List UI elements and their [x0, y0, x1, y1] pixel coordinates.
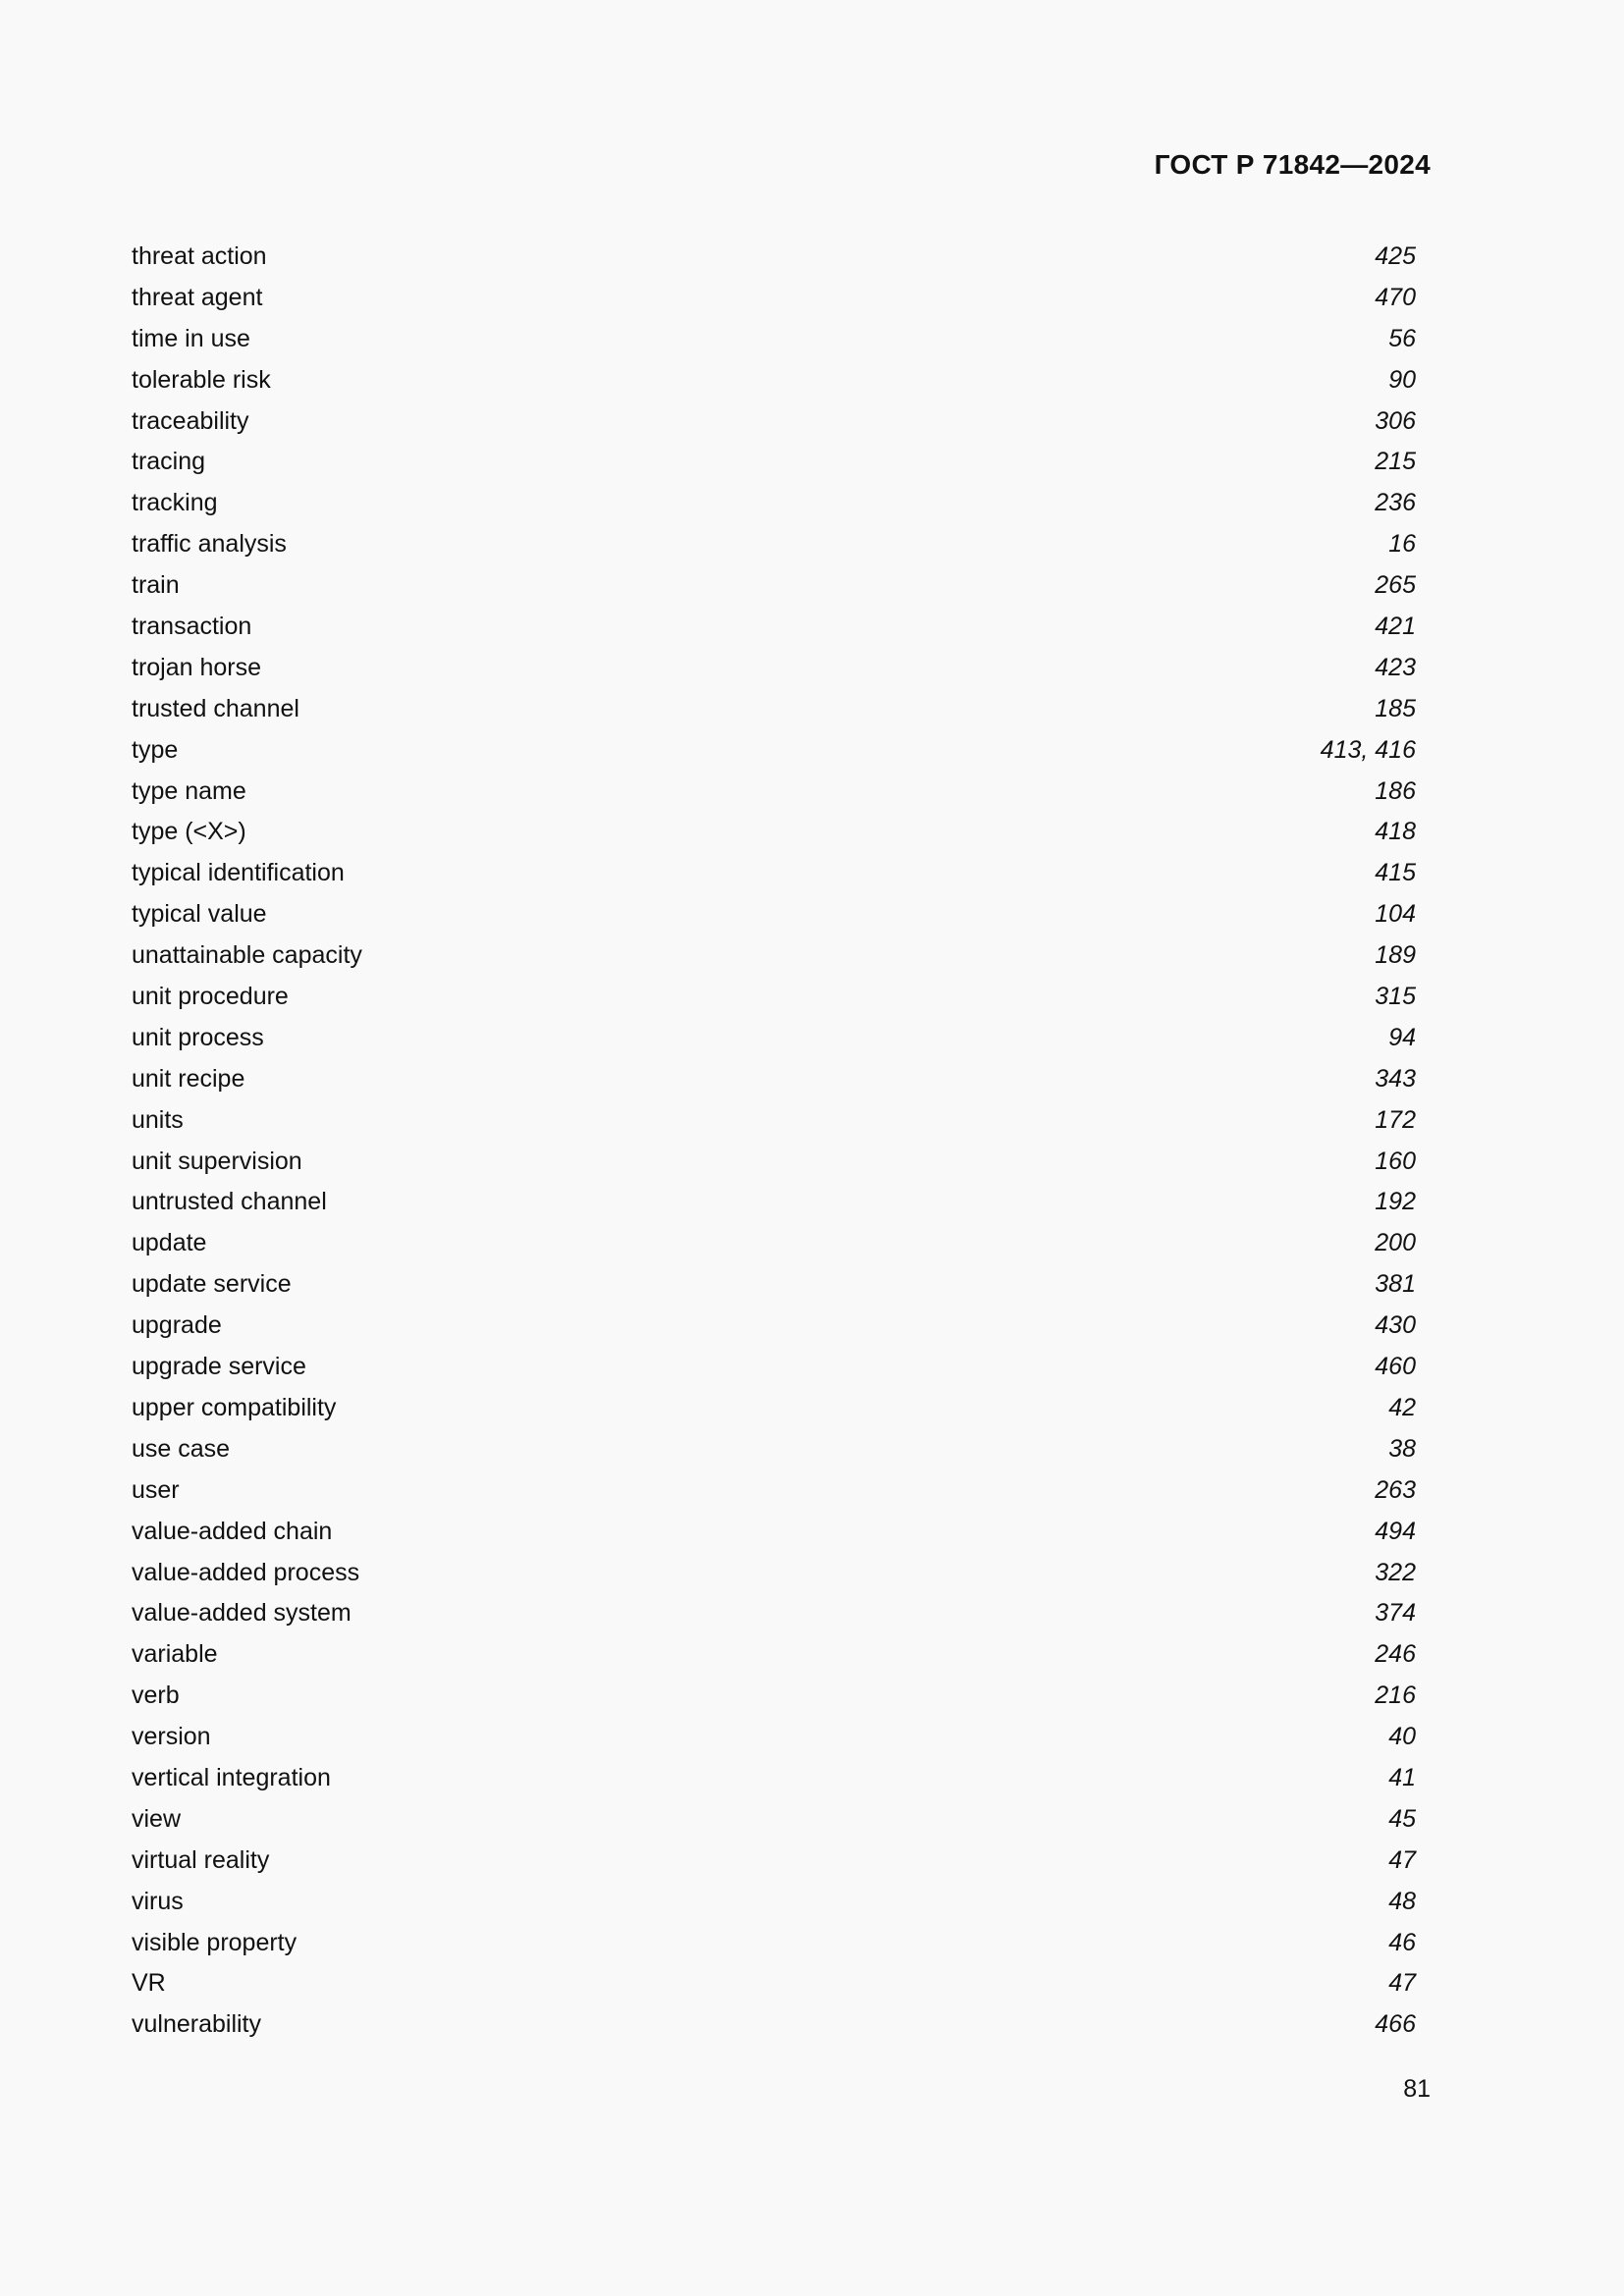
index-entry [132, 1306, 1416, 1347]
index-entry [132, 1634, 1416, 1676]
index-page-reference: 47 [1388, 1845, 1416, 1874]
index-term: update service [132, 1270, 292, 1299]
index-entry [132, 1512, 1416, 1553]
index-term: type [132, 735, 179, 764]
index-page-reference: 460 [1375, 1353, 1416, 1381]
index-term: type (<X>) [132, 818, 246, 846]
index-term: value-added chain [132, 1517, 333, 1545]
index-page-reference: 374 [1375, 1599, 1416, 1628]
index-term: vulnerability [132, 2010, 262, 2039]
index-page-reference: 306 [1375, 406, 1416, 435]
index-page-reference: 494 [1375, 1517, 1416, 1545]
index-page-reference: 425 [1375, 242, 1416, 270]
index-entry [132, 730, 1416, 772]
index-page-reference: 40 [1388, 1723, 1416, 1751]
index-entry [132, 278, 1416, 319]
index-entry [132, 483, 1416, 524]
index-entry [132, 853, 1416, 894]
index-page-reference: 430 [1375, 1311, 1416, 1340]
index-entry [132, 1553, 1416, 1594]
index-term: transaction [132, 613, 252, 641]
index-entry [132, 1923, 1416, 1964]
index-entry [132, 237, 1416, 278]
index-entry [132, 1841, 1416, 1882]
index-page-reference: 236 [1375, 489, 1416, 517]
index-entry [132, 1429, 1416, 1470]
index-term: train [132, 571, 180, 600]
index-entry [132, 401, 1416, 443]
index-page-reference: 343 [1375, 1064, 1416, 1093]
index-term: typical identification [132, 859, 345, 887]
index-term: virtual reality [132, 1845, 270, 1874]
index-entry [132, 977, 1416, 1018]
index-page-reference: 94 [1388, 1023, 1416, 1051]
index-entry [132, 1182, 1416, 1223]
index-entry [132, 1470, 1416, 1512]
index-term: untrusted channel [132, 1188, 327, 1216]
document-header: ГОСТ Р 71842—2024 [1154, 149, 1431, 180]
index-page-reference: 466 [1375, 2010, 1416, 2039]
index-term: version [132, 1723, 211, 1751]
index-entry [132, 1142, 1416, 1183]
index-term: traceability [132, 406, 249, 435]
index-entry [132, 1100, 1416, 1142]
index-entry [132, 319, 1416, 360]
index-term: user [132, 1475, 180, 1504]
index-page-reference: 16 [1388, 530, 1416, 559]
index-entry [132, 689, 1416, 730]
index-term: unit procedure [132, 983, 289, 1011]
index-page-reference: 421 [1375, 613, 1416, 641]
index-page-reference: 322 [1375, 1558, 1416, 1586]
index-page-reference: 265 [1375, 571, 1416, 600]
index-entry [132, 2004, 1416, 2046]
index-entry [132, 524, 1416, 565]
index-page-reference: 470 [1375, 283, 1416, 311]
index-entry [132, 1758, 1416, 1799]
index-page-reference: 189 [1375, 941, 1416, 970]
index-term: value-added system [132, 1599, 352, 1628]
index-page-reference: 418 [1375, 818, 1416, 846]
index-entry [132, 442, 1416, 483]
index-page-reference: 186 [1375, 776, 1416, 805]
index-entry [132, 648, 1416, 689]
term-index-list [132, 237, 1416, 2046]
index-term: use case [132, 1434, 231, 1463]
index-page-reference: 48 [1388, 1887, 1416, 1915]
index-entry [132, 1882, 1416, 1923]
index-term: upgrade service [132, 1353, 306, 1381]
index-term: upper compatibility [132, 1393, 337, 1421]
index-page-reference: 192 [1375, 1188, 1416, 1216]
index-page-reference: 381 [1375, 1270, 1416, 1299]
index-term: trusted channel [132, 694, 299, 722]
index-page-reference: 215 [1375, 448, 1416, 476]
index-page-reference: 423 [1375, 653, 1416, 681]
index-term: VR [132, 1969, 166, 1998]
index-term: upgrade [132, 1311, 222, 1340]
index-page-reference: 90 [1388, 365, 1416, 394]
index-entry [132, 935, 1416, 977]
index-term: variable [132, 1640, 218, 1669]
index-page-reference: 160 [1375, 1147, 1416, 1175]
index-entry [132, 812, 1416, 853]
index-term: visible property [132, 1928, 298, 1956]
index-term: traffic analysis [132, 530, 287, 559]
index-term: verb [132, 1682, 180, 1710]
index-entry [132, 1059, 1416, 1100]
index-entry [132, 1593, 1416, 1634]
index-page-reference: 246 [1375, 1640, 1416, 1669]
index-term: view [132, 1804, 182, 1833]
index-term: vertical integration [132, 1763, 331, 1791]
index-term: virus [132, 1887, 184, 1915]
index-entry [132, 607, 1416, 648]
index-term: value-added process [132, 1558, 360, 1586]
index-entry [132, 1223, 1416, 1264]
index-page-reference: 172 [1375, 1105, 1416, 1134]
index-page-reference: 315 [1375, 983, 1416, 1011]
index-page-reference: 200 [1375, 1229, 1416, 1257]
index-entry [132, 1264, 1416, 1306]
index-page-reference: 56 [1388, 324, 1416, 352]
index-term: tolerable risk [132, 365, 271, 394]
index-entry [132, 1963, 1416, 2004]
index-term: time in use [132, 324, 250, 352]
index-page-reference: 46 [1388, 1928, 1416, 1956]
page-number: 81 [1403, 2075, 1431, 2103]
index-term: unit supervision [132, 1147, 302, 1175]
index-entry [132, 565, 1416, 607]
index-term: units [132, 1105, 184, 1134]
index-term: trojan horse [132, 653, 262, 681]
index-entry [132, 1347, 1416, 1388]
index-entry [132, 894, 1416, 935]
index-term: threat action [132, 242, 267, 270]
index-entry [132, 360, 1416, 401]
index-page-reference: 263 [1375, 1475, 1416, 1504]
index-entry [132, 1018, 1416, 1059]
index-page-reference: 41 [1388, 1763, 1416, 1791]
index-entry [132, 1388, 1416, 1429]
index-term: tracking [132, 489, 218, 517]
index-entry [132, 1799, 1416, 1841]
index-term: unit recipe [132, 1064, 245, 1093]
index-entry [132, 1717, 1416, 1758]
index-term: update [132, 1229, 207, 1257]
index-page-reference: 185 [1375, 694, 1416, 722]
index-page-reference: 415 [1375, 859, 1416, 887]
index-page-reference: 413, 416 [1320, 735, 1416, 764]
index-term: type name [132, 776, 246, 805]
index-page-reference: 45 [1388, 1804, 1416, 1833]
index-entry [132, 1676, 1416, 1717]
index-page-reference: 216 [1375, 1682, 1416, 1710]
index-term: unit process [132, 1023, 264, 1051]
index-term: typical value [132, 900, 267, 929]
index-term: threat agent [132, 283, 263, 311]
index-page-reference: 38 [1388, 1434, 1416, 1463]
index-term: unattainable capacity [132, 941, 362, 970]
index-page-reference: 42 [1388, 1393, 1416, 1421]
index-entry [132, 772, 1416, 813]
index-term: tracing [132, 448, 206, 476]
index-page-reference: 104 [1375, 900, 1416, 929]
index-page-reference: 47 [1388, 1969, 1416, 1998]
